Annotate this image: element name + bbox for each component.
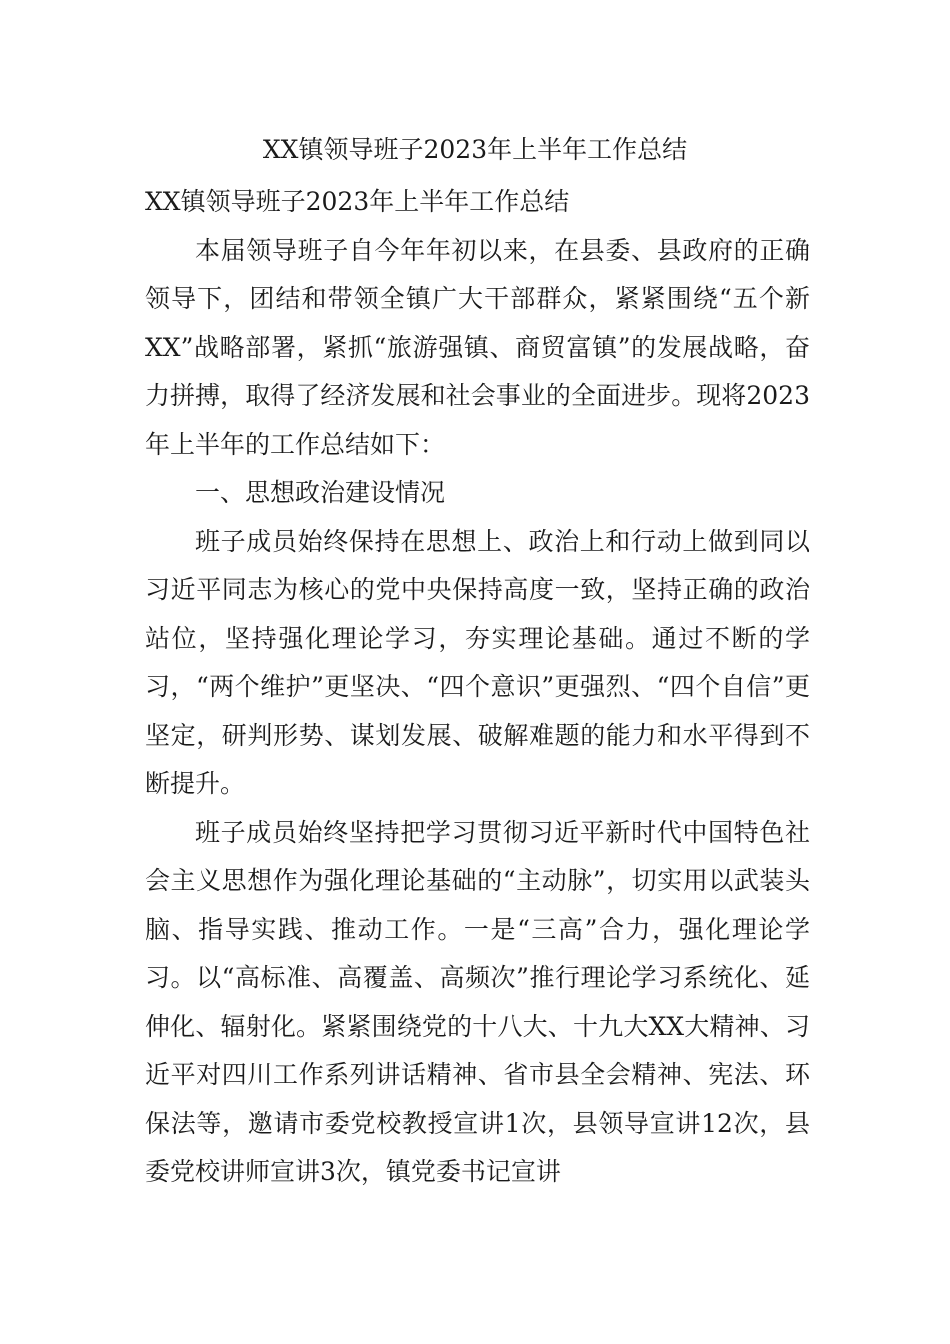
section-heading-ideology: 一、思想政治建设情况: [195, 478, 446, 507]
document-title: XX镇领导班子2023年上半年工作总结: [262, 135, 688, 164]
document-subtitle: XX镇领导班子2023年上半年工作总结: [145, 187, 570, 216]
paragraph-theory-study: 班子成员始终坚持把学习贯彻习近平新时代中国特色社会主义思想作为强化理论基础的“主动脉”，切实用以武装头脑、指导实践、推动工作。一是“三高”合力，强化理论学习。以“高标准、高覆盖、高频次”推行理论学习系统化、延伸化、辐射化。紧紧围绕党的十八大、十九大XX大精神、习近平对四川工作系列讲话精神、省市县全会精神、宪法、环保法等，邀请市委党校教授宣讲1次，县领导宣讲12次，县委党校讲师宣讲3次，镇党委书记宣讲: [145, 817, 810, 1186]
paragraph-political-alignment: 班子成员始终保持在思想上、政治上和行动上做到同以习近平同志为核心的党中央保持高度一致，坚持正确的政治站位，坚持强化理论学习，夯实理论基础。通过不断的学习，“两个维护”更坚决、“四个意识”更强烈、“四个自信”更坚定，研判形势、谋划发展、破解难题的能力和水平得到不断提升。: [145, 526, 810, 798]
document-body: [145, 178, 810, 1197]
paragraph-intro: 本届领导班子自今年年初以来，在县委、县政府的正确领导下，团结和带领全镇广大干部群众，紧紧围绕“五个新XX”战略部署，紧抓“旅游强镇、商贸富镇”的发展战略，奋力拼搏，取得了经济发展和社会事业的全面进步。现将2023年上半年的工作总结如下：: [145, 235, 810, 459]
